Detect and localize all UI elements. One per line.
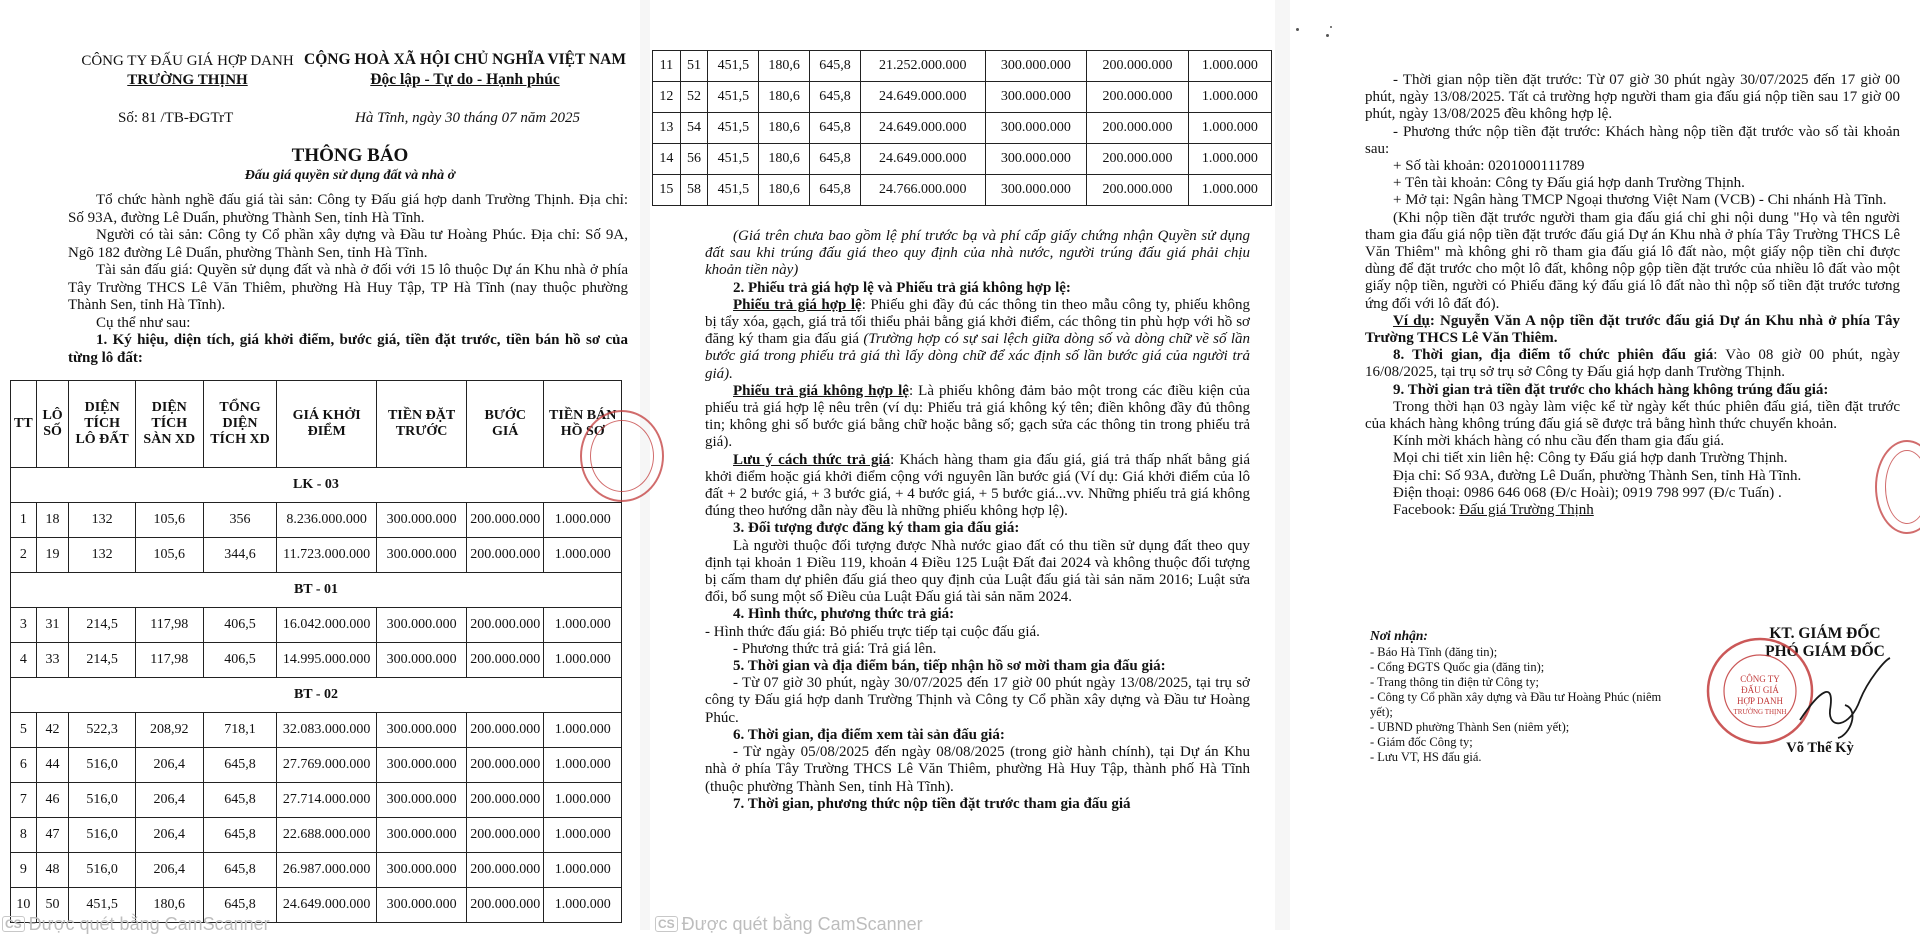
- bidding-note-text: : Khách hàng tham gia đấu giá, giá trả thấp nhất bằng giá khởi điểm hoặc giá khởi điểm cộng với nguyên lần bước giá (Ví dụ: Giá khởi điểm của lô đất + 2 bước giá, + 3 bước giá, + 4 bước giá, + 5 bước giá...vv. Những phiếu trả giá không đúng theo hướng dẫn này đều là những phiếu không hợp lệ).: [705, 451, 1250, 520]
- deposit-method: - Phương thức nộp tiền đặt trước: Khách hàng nộp tiền đặt trước vào số tài khoản sau:: [1365, 123, 1900, 157]
- table-cell: 451,5: [708, 113, 759, 144]
- table-cell: 58: [680, 175, 708, 206]
- table-header-row: [11, 381, 622, 468]
- table-cell: 300.000.000: [985, 144, 1087, 175]
- table-cell: 3: [11, 608, 37, 643]
- page-gap: [1275, 0, 1290, 930]
- table-cell: 356: [203, 503, 276, 538]
- table-cell: 200.000.000: [467, 608, 544, 643]
- table-row: [653, 51, 1272, 82]
- table-cell: 344,6: [203, 538, 276, 573]
- section-4-form: - Hình thức đấu giá: Bỏ phiếu trực tiếp tại cuộc đấu giá.: [705, 623, 1040, 640]
- table-cell: 1.000.000: [544, 748, 622, 783]
- column-header: TT: [11, 381, 37, 468]
- contact-facebook: [1365, 502, 1900, 519]
- account-name: + Tên tài khoản: Công ty Đấu giá hợp danh Trường Thịnh.: [1393, 175, 1745, 192]
- svg-text:CÔNG TY: CÔNG TY: [1740, 674, 1780, 684]
- table-cell: 645,8: [810, 144, 861, 175]
- section-5-text: - Từ 07 giờ 30 phút, ngày 30/07/2025 đến 17 giờ 00 phút ngày 13/08/2025, tại trụ sở công ty Đấu giá hợp danh Trường Thịnh và Công ty Cổ phần xây dựng và Đầu tư Hoàng Phúc.: [705, 675, 1250, 726]
- table-cell: 7: [11, 783, 37, 818]
- table-cell: 516,0: [69, 748, 135, 783]
- table-group-row: [11, 573, 622, 608]
- org-line-2: TRƯỜNG THỊNH: [127, 72, 248, 88]
- scanner-text: Được quét bằng CamScanner: [681, 914, 923, 934]
- table-cell: 645,8: [203, 748, 276, 783]
- table-cell: 645,8: [810, 51, 861, 82]
- organization-header: [60, 52, 315, 90]
- column-header: DIỆN TÍCH SÀN XD: [135, 381, 203, 468]
- table-cell: 200.000.000: [1087, 144, 1189, 175]
- table-cell: 2: [11, 538, 37, 573]
- table-cell: 13: [653, 113, 681, 144]
- table-cell: 24.649.000.000: [860, 82, 985, 113]
- table-cell: 300.000.000: [985, 82, 1087, 113]
- table-cell: 1.000.000: [544, 538, 622, 573]
- table-cell: 1.000.000: [544, 503, 622, 538]
- table-cell: 406,5: [203, 643, 276, 678]
- invalid-ballot-label: Phiếu trả giá không hợp lệ: [733, 382, 909, 399]
- facebook-link: Đấu giá Trường Thịnh: [1459, 502, 1594, 519]
- table-cell: 300.000.000: [377, 888, 467, 923]
- table-cell: 300.000.000: [377, 503, 467, 538]
- table-cell: 4: [11, 643, 37, 678]
- section-6-title: 6. Thời gian, địa điểm xem tài sản đấu giá:: [733, 726, 1005, 743]
- table-cell: 14.995.000.000: [277, 643, 377, 678]
- table-row: [11, 818, 622, 853]
- table-cell: 1.000.000: [544, 608, 622, 643]
- group-label: LK - 03: [11, 468, 622, 503]
- scanner-watermark: [2, 914, 270, 935]
- section-7-title: 7. Thời gian, phương thức nộp tiền đặt trước tham gia đấu giá: [733, 795, 1131, 812]
- country-line-1: CỘNG HOÀ XÃ HỘI CHỦ NGHĨA VIỆT NAM: [304, 51, 626, 68]
- example-label: Ví dụ: [1393, 312, 1430, 329]
- table-cell: 10: [11, 888, 37, 923]
- table-cell: 200.000.000: [467, 503, 544, 538]
- table-cell: 22.688.000.000: [277, 818, 377, 853]
- column-header: TỔNG DIỆN TÍCH XD: [203, 381, 276, 468]
- page-3-body: [1365, 72, 1900, 519]
- table-cell: 26.987.000.000: [277, 853, 377, 888]
- table-cell: 42: [36, 713, 69, 748]
- bidding-note-label: Lưu ý cách thức trả giá: [733, 451, 891, 468]
- document-date: Hà Tĩnh, ngày 30 tháng 07 năm 2025: [355, 110, 580, 126]
- table-cell: 208,92: [135, 713, 203, 748]
- contact-info: Mọi chi tiết xin liên hệ: Công ty Đấu giá hợp danh Trường Thịnh.: [1393, 450, 1788, 467]
- table-cell: 132: [69, 538, 135, 573]
- org-line-1: CÔNG TY ĐẤU GIÁ HỢP DANH: [81, 53, 294, 69]
- table-cell: 451,5: [708, 51, 759, 82]
- table-cell: 50: [36, 888, 69, 923]
- table-cell: 645,8: [810, 82, 861, 113]
- table-cell: 451,5: [708, 175, 759, 206]
- price-note: (Giá trên chưa bao gồm lệ phí trước bạ và phí cấp giấy chứng nhận Quyền sử dụng đất sau khi trúng đấu giá theo quy định của nhà nước, người trúng đấu giá phải chịu khoản tiền này): [705, 228, 1250, 279]
- scan-speck: [1330, 26, 1332, 28]
- table-cell: 24.649.000.000: [277, 888, 377, 923]
- table-cell: 48: [36, 853, 69, 888]
- recipient-item: - Cổng ĐGTS Quốc gia (đăng tin);: [1370, 660, 1545, 674]
- table-cell: 27.714.000.000: [277, 783, 377, 818]
- table-cell: 1.000.000: [544, 888, 622, 923]
- table-cell: 451,5: [708, 82, 759, 113]
- table-cell: 56: [680, 144, 708, 175]
- recipients-list: [1370, 645, 1670, 765]
- section-8-text: : Vào 08 giờ 00 phút, ngày 16/08/2025, tại trụ sở trụ sở Công ty Đấu giá hợp danh Trường Thịnh.: [1365, 347, 1901, 381]
- recipient-item: - Công ty Cổ phần xây dựng và Đầu tư Hoàng Phúc (niêm yết);: [1370, 690, 1662, 719]
- table-cell: 44: [36, 748, 69, 783]
- table-cell: 12: [653, 82, 681, 113]
- document-reference: Số: 81 /TB-ĐGTrT: [118, 110, 234, 126]
- table-cell: 32.083.000.000: [277, 713, 377, 748]
- table-cell: 8: [11, 818, 37, 853]
- table-cell: 214,5: [69, 608, 135, 643]
- scan-speck: [1326, 34, 1329, 37]
- table-row: [11, 538, 622, 573]
- invalid-ballot-paragraph: [705, 383, 1250, 452]
- table-cell: 645,8: [203, 888, 276, 923]
- section-4-title: 4. Hình thức, phương thức trả giá:: [733, 606, 955, 623]
- table-row: [653, 144, 1272, 175]
- recipient-item: - UBND phường Thành Sen (niêm yết);: [1370, 720, 1570, 734]
- table-cell: 16.042.000.000: [277, 608, 377, 643]
- section-3-title: 3. Đối tượng được đăng ký tham gia đấu giá:: [733, 520, 1020, 537]
- handwritten-signature: [1790, 650, 1900, 745]
- table-group-row: [11, 468, 622, 503]
- intro-asset: Tài sản đấu giá: Quyền sử dụng đất và nhà ở đối với 15 lô thuộc Dự án Khu nhà ở phía Tây Trường THCS Lê Văn Thiêm, phường Hà Huy Tập, TP Hà Tĩnh (nay thuộc phường Thành Sen, tỉnh Hà Tĩnh).: [68, 262, 628, 313]
- table-cell: 8.236.000.000: [277, 503, 377, 538]
- recipient-item: - Trang thông tin điện tử Công ty;: [1370, 675, 1539, 689]
- recipients-title: Nơi nhận:: [1370, 628, 1428, 643]
- table-cell: 300.000.000: [377, 783, 467, 818]
- table-row: [11, 503, 622, 538]
- table-cell: 200.000.000: [1087, 175, 1189, 206]
- section-9-title: 9. Thời gian trả tiền đặt trước cho khách hàng không trúng đấu giá:: [1393, 381, 1829, 398]
- table-cell: 180,6: [759, 144, 810, 175]
- table-cell: 451,5: [708, 144, 759, 175]
- table-cell: 214,5: [69, 643, 135, 678]
- table-cell: 645,8: [203, 783, 276, 818]
- valid-ballot-paragraph: [705, 297, 1250, 383]
- table-cell: 200.000.000: [1087, 82, 1189, 113]
- recipient-item: - Giám đốc Công ty;: [1370, 735, 1473, 749]
- table-cell: 24.649.000.000: [860, 144, 985, 175]
- table-cell: 300.000.000: [985, 175, 1087, 206]
- column-header: LÔ SỐ: [36, 381, 69, 468]
- scanner-logo-icon: CS: [2, 916, 25, 932]
- svg-text:HỢP DANH: HỢP DANH: [1737, 696, 1783, 706]
- table-cell: 24.766.000.000: [860, 175, 985, 206]
- section-9-text: Trong thời hạn 03 ngày làm việc kể từ ngày kết thúc phiên đấu giá, tiền đặt trước của khách hàng không trúng đấu giá sẽ được trả bằng hình thức chuyển khoản.: [1365, 398, 1900, 433]
- intro-organizer: Tổ chức hành nghề đấu giá tài sản: Công ty Đấu giá hợp danh Trường Thịnh. Địa chỉ: Số 93A, đường Lê Duẩn, phường Thành Sen, tỉnh Hà Tĩnh.: [68, 192, 628, 226]
- table-cell: 180,6: [759, 82, 810, 113]
- table-cell: 645,8: [203, 818, 276, 853]
- table-cell: 200.000.000: [467, 818, 544, 853]
- table-cell: 200.000.000: [467, 643, 544, 678]
- national-header: [300, 50, 630, 90]
- table-cell: 300.000.000: [377, 538, 467, 573]
- svg-text:ĐẤU GIÁ: ĐẤU GIÁ: [1741, 685, 1779, 695]
- table-cell: 300.000.000: [377, 643, 467, 678]
- table-group-row: [11, 678, 622, 713]
- deposit-time: - Thời gian nộp tiền đặt trước: Từ 07 giờ 30 phút ngày 30/07/2025 đến 17 giờ 00 phút, ngày 13/08/2025. Tất cả trường hợp người tham gia đấu giá nộp tiền sau 17 giờ 00 phút, ngày 13/08/2025 đều không hợp lệ.: [1365, 72, 1900, 123]
- table-cell: 200.000.000: [467, 748, 544, 783]
- table-cell: 180,6: [135, 888, 203, 923]
- table-cell: 516,0: [69, 783, 135, 818]
- section-2-title: 2. Phiếu trả giá hợp lệ và Phiếu trả giá không hợp lệ:: [733, 279, 1071, 296]
- scanner-logo-icon: CS: [655, 916, 678, 932]
- table-cell: 200.000.000: [1087, 51, 1189, 82]
- signer-name: Võ Thế Kỳ: [1786, 740, 1854, 756]
- valid-ballot-note: (Trường hợp có sự sai lệch giữa dòng số và dòng chữ về số lần bước giá trong phiếu trả giá thì lấy dòng chữ để xác định số lần bước giá của người trả giá).: [705, 331, 1250, 382]
- table-cell: 200.000.000: [467, 853, 544, 888]
- table-cell: 11.723.000.000: [277, 538, 377, 573]
- table-cell: 6: [11, 748, 37, 783]
- table-cell: 645,8: [810, 113, 861, 144]
- table-cell: 9: [11, 853, 37, 888]
- section-8-paragraph: [1365, 347, 1900, 381]
- recipient-item: - Báo Hà Tĩnh (đăng tin);: [1370, 645, 1498, 659]
- page-2-body: [705, 228, 1250, 813]
- table-cell: 451,5: [69, 888, 135, 923]
- table-cell: 645,8: [810, 175, 861, 206]
- table-cell: 406,5: [203, 608, 276, 643]
- table-row: [11, 853, 622, 888]
- table-cell: 51: [680, 51, 708, 82]
- table-cell: 1.000.000: [544, 818, 622, 853]
- column-header: GIÁ KHỞI ĐIỂM: [277, 381, 377, 468]
- invitation: Kính mời khách hàng có nhu cầu đến tham gia đấu giá.: [1393, 433, 1725, 450]
- table-row: [11, 713, 622, 748]
- intro-owner: Người có tài sản: Công ty Cổ phần xây dựng và Đầu tư Hoàng Phúc. Địa chỉ: Số 9A, Ngõ 182 đường Lê Duẩn, phường Thành Sen, tỉnh Hà Tĩnh.: [68, 227, 628, 261]
- table-cell: 180,6: [759, 113, 810, 144]
- column-header: DIỆN TÍCH LÔ ĐẤT: [69, 381, 135, 468]
- table-cell: 15: [653, 175, 681, 206]
- account-bank: + Mở tại: Ngân hàng TMCP Ngoại thương Việt Nam (VCB) - Chi nhánh Hà Tĩnh.: [1393, 192, 1887, 209]
- table-cell: 1: [11, 503, 37, 538]
- section-3-text: Là người thuộc đối tượng được Nhà nước giao đất có thu tiền sử dụng đất theo quy định tại khoản 1 Điều 119, khoản 4 Điều 125 Luật Đất đai 2024 và không thuộc đối tượng bị cấm tham dự phiên đấu giá theo quy định của Luật đấu giá tài sản năm 2016; Luật sửa đổi, bổ sung một số Điều của Luật Đấu giá tài sản năm 2024.: [705, 537, 1250, 606]
- table-cell: 180,6: [759, 51, 810, 82]
- table-cell: 300.000.000: [377, 713, 467, 748]
- example-paragraph: [1365, 313, 1900, 347]
- table-cell: 105,6: [135, 538, 203, 573]
- table-cell: 180,6: [759, 175, 810, 206]
- account-number: + Số tài khoản: 0201000111789: [1393, 158, 1585, 175]
- table-row: [11, 643, 622, 678]
- table-cell: 300.000.000: [377, 853, 467, 888]
- group-label: BT - 02: [11, 678, 622, 713]
- table-cell: 718,1: [203, 713, 276, 748]
- table-cell: 300.000.000: [985, 113, 1087, 144]
- recipients-block: [1370, 628, 1670, 765]
- lots-table: [10, 380, 622, 923]
- table-cell: 200.000.000: [467, 713, 544, 748]
- svg-text:TRƯỜNG THỊNH: TRƯỜNG THỊNH: [1733, 708, 1787, 716]
- section-4-method: - Phương thức trả giá: Trả giá lên.: [733, 640, 937, 657]
- intro-details-lead: Cụ thể như sau:: [96, 314, 191, 331]
- table-cell: 18: [36, 503, 69, 538]
- table-cell: 1.000.000: [544, 713, 622, 748]
- scanner-watermark-2: [655, 914, 923, 935]
- table-cell: 132: [69, 503, 135, 538]
- table-cell: 21.252.000.000: [860, 51, 985, 82]
- table-cell: 1.000.000: [1188, 144, 1271, 175]
- table-cell: 27.769.000.000: [277, 748, 377, 783]
- scanner-text: Được quét bằng CamScanner: [28, 914, 270, 934]
- recipient-item: - Lưu VT, HS đấu giá.: [1370, 750, 1482, 764]
- table-cell: 1.000.000: [1188, 113, 1271, 144]
- valid-ballot-text: : Phiếu ghi đầy đủ các thông tin theo mẫu công ty, phiếu không bị tẩy xóa, gạch, giá trả tối thiểu phải bằng giá khởi điểm, các thông tin phù hợp với hồ sơ đăng ký tham gia đấu giá: [705, 296, 1250, 348]
- table-cell: 14: [653, 144, 681, 175]
- table-row: [11, 608, 622, 643]
- table-cell: 300.000.000: [377, 748, 467, 783]
- table-cell: 54: [680, 113, 708, 144]
- table-cell: 206,4: [135, 818, 203, 853]
- table-cell: 24.649.000.000: [860, 113, 985, 144]
- country-motto: Độc lập - Tự do - Hạnh phúc: [370, 71, 560, 88]
- table-cell: 105,6: [135, 503, 203, 538]
- table-cell: 300.000.000: [377, 608, 467, 643]
- table-cell: 1.000.000: [544, 853, 622, 888]
- section-8-title: 8. Thời gian, địa điểm tổ chức phiên đấu giá: [1393, 347, 1714, 364]
- column-header: TIỀN BÁN HỒ SƠ: [544, 381, 622, 468]
- table-cell: 33: [36, 643, 69, 678]
- table-cell: 1.000.000: [1188, 51, 1271, 82]
- table-row: [653, 175, 1272, 206]
- table-cell: 200.000.000: [467, 888, 544, 923]
- table-cell: 5: [11, 713, 37, 748]
- table-cell: 200.000.000: [1087, 113, 1189, 144]
- intro-section: [68, 192, 628, 367]
- valid-ballot-label: Phiếu trả giá hợp lệ: [733, 296, 862, 313]
- section-5-title: 5. Thời gian và địa điểm bán, tiếp nhận hồ sơ mời tham gia đấu giá:: [733, 658, 1166, 675]
- table-cell: 300.000.000: [985, 51, 1087, 82]
- table-cell: 200.000.000: [467, 783, 544, 818]
- column-header: TIỀN ĐẶT TRƯỚC: [377, 381, 467, 468]
- table-cell: 206,4: [135, 748, 203, 783]
- table-cell: 1.000.000: [544, 783, 622, 818]
- document-title: THÔNG BÁO: [291, 145, 409, 166]
- table-cell: 206,4: [135, 783, 203, 818]
- company-stamp-partial: [580, 410, 664, 502]
- table-cell: 1.000.000: [1188, 82, 1271, 113]
- table-cell: 1.000.000: [544, 643, 622, 678]
- document-subtitle: Đấu giá quyền sử dụng đất và nhà ở: [244, 168, 456, 183]
- section-6-text: - Từ ngày 05/08/2025 đến ngày 08/08/2025 (trong giờ hành chính), tại Dự án Khu nhà ở phía Tây Trường THCS Lê Văn Thiêm, phường Hà Huy Tập, thành phố Hà Tĩnh (thuộc phường Thành Sen, tỉnh Hà Tĩnh).: [705, 744, 1250, 795]
- sign-title-2: PHÓ GIÁM ĐỐC: [1765, 643, 1885, 660]
- facebook-label: Facebook:: [1393, 502, 1460, 519]
- table-cell: 522,3: [69, 713, 135, 748]
- group-label: BT - 01: [11, 573, 622, 608]
- deposit-content-note: (Khi nộp tiền đặt trước người tham gia đấu giá chỉ ghi nội dung "Họ và tên người tham gia đấu giá nộp tiền đặt trước đấu giá Dự án Khu nhà ở phía Tây Trường THCS Lê Văn Thiêm" mà không ghi rõ tham gia đấu giá lô đất nào, một giấy nộp tiền chỉ được dùng để đặt trước cho một lô đất, không nộp gộp tiền đặt trước của nhiều lô đất vào một giấy nộp tiền, người có Phiếu đăng ký đấu giá lô đất nào thì nộp số tiền đặt trước tương ứng đối với lô đất đó).: [1365, 209, 1900, 312]
- table-cell: 300.000.000: [377, 818, 467, 853]
- table-cell: 11: [653, 51, 681, 82]
- lots-table-continued: [652, 50, 1272, 206]
- column-header: BƯỚC GIÁ: [467, 381, 544, 468]
- section-1-title: 1. Ký hiệu, diện tích, giá khởi điểm, bước giá, tiền đặt trước, tiền bán hồ sơ của từng lô đất:: [68, 332, 628, 366]
- contact-address: Địa chỉ: Số 93A, đường Lê Duẩn, phường Thành Sen, tỉnh Hà Tĩnh.: [1393, 467, 1802, 484]
- table-cell: 31: [36, 608, 69, 643]
- table-row: [653, 82, 1272, 113]
- sign-title-1: KT. GIÁM ĐỐC: [1769, 625, 1881, 642]
- table-cell: 645,8: [203, 853, 276, 888]
- table-cell: 117,98: [135, 643, 203, 678]
- table-cell: 516,0: [69, 853, 135, 888]
- example-text: : Nguyễn Văn A nộp tiền đặt trước đấu giá Dự án Khu nhà ở phía Tây Trường THCS Lê Văn Thiêm.: [1365, 312, 1901, 347]
- contact-phone: Điện thoại: 0986 646 068 (Đ/c Hoài); 0919 798 997 (Đ/c Tuấn) .: [1393, 484, 1782, 501]
- bidding-note-paragraph: [705, 452, 1250, 521]
- invalid-ballot-text: : Là phiếu không đảm bảo một trong các điều kiện của phiếu trả giá hợp lệ nêu trên (ví dụ: Phiếu trả giá không ký tên; điền không đầy đủ thông tin; không ghi số bước giá bằng chữ hoặc bằng số; gạch sửa các thông tin trong phiếu trả giá).: [705, 382, 1250, 451]
- table-cell: 47: [36, 818, 69, 853]
- table-cell: 117,98: [135, 608, 203, 643]
- table-row: [11, 783, 622, 818]
- table-cell: 200.000.000: [467, 538, 544, 573]
- scan-speck: [1296, 28, 1299, 31]
- table-cell: 206,4: [135, 853, 203, 888]
- table-cell: 46: [36, 783, 69, 818]
- table-cell: 52: [680, 82, 708, 113]
- table-row: [11, 748, 622, 783]
- table-row: [653, 113, 1272, 144]
- table-cell: 1.000.000: [1188, 175, 1271, 206]
- table-cell: 516,0: [69, 818, 135, 853]
- table-cell: 19: [36, 538, 69, 573]
